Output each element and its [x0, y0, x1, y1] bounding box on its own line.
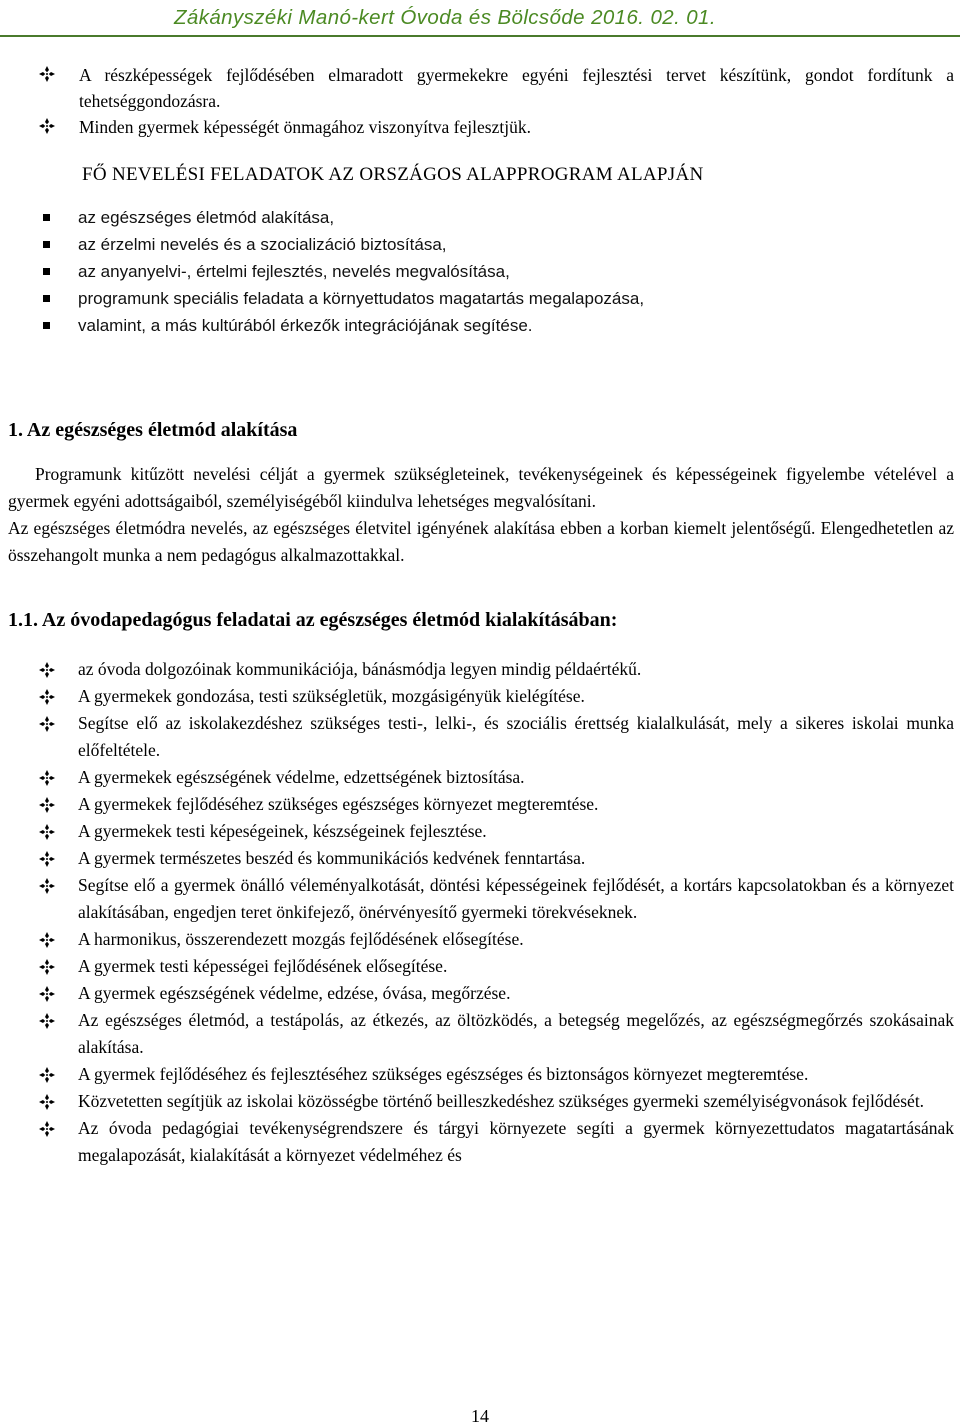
- diamond-bullet-icon: [39, 1121, 55, 1137]
- diamond-bullet-icon: [39, 1013, 55, 1029]
- intro-list: [8, 62, 954, 140]
- list-item: valamint, a más kultúrából érkezők integrációjának segítése.: [8, 312, 954, 339]
- diamond-bullet-icon: [39, 959, 55, 975]
- main-tasks-list: [8, 204, 954, 339]
- list-item: Segítse elő a gyermek önálló véleményalkotását, döntési képességeinek fejlődését, a kortárs kapcsolatokban és a környezet alakításában, engedjen teret önkifejező, önérvényesítő gyermeki törekvéseknek.: [8, 872, 954, 926]
- list-item: A gyermek egészségének védelme, edzése, óvása, megőrzése.: [8, 980, 954, 1007]
- diamond-bullet-icon: [39, 878, 55, 894]
- section-1-1-heading: 1.1. Az óvodapedagógus feladatai az egészséges életmód kialakításában:: [8, 609, 618, 631]
- diamond-bullet-icon: [39, 716, 55, 732]
- square-bullet-icon: [43, 295, 50, 302]
- square-bullet-icon: [43, 268, 50, 275]
- section-1-paragraph-1: Programunk kitűzött nevelési célját a gyermek szükségleteinek, tevékenységeinek és képességeinek figyelembe vételével a gyermek egyéni adottságaiból, személyiségéből kiindulva lehetséges megvalósítani.: [8, 464, 954, 511]
- list-item: A gyermek testi képességei fejlődésének elősegítése.: [8, 953, 954, 980]
- diamond-bullet-icon: [39, 689, 55, 705]
- diamond-bullet-icon: [39, 770, 55, 786]
- section-1-heading: 1. Az egészséges életmód alakítása: [8, 419, 298, 441]
- list-item: A gyermekek testi képeségeinek, készségeinek fejlesztése.: [8, 818, 954, 845]
- list-item: A gyermek fejlődéséhez és fejlesztéséhez szükséges egészséges és biztonságos környezet megteremtése.: [8, 1061, 954, 1088]
- header-title: Zákányszéki Manó-kert Óvoda és Bölcsőde 2016. 02. 01.: [174, 6, 716, 29]
- diamond-bullet-icon: [39, 118, 55, 134]
- list-item: A gyermekek egészségének védelme, edzettségének biztosítása.: [8, 764, 954, 791]
- list-item: A gyermekek fejlődéséhez szükséges egészséges környezet megteremtése.: [8, 791, 954, 818]
- list-item: az óvoda dolgozóinak kommunikációja, bánásmódja legyen mindig példaértékű.: [8, 656, 954, 683]
- list-item: Segítse elő az iskolakezdéshez szükséges testi-, lelki-, és szociális érettség kialalkulását, mely a sikeres iskolai munka előfeltétele.: [8, 710, 954, 764]
- document-body: [8, 62, 954, 1169]
- list-item: A gyermekek gondozása, testi szükségletük, mozgásigényük kielégítése.: [8, 683, 954, 710]
- diamond-bullet-icon: [39, 851, 55, 867]
- square-bullet-icon: [43, 322, 50, 329]
- list-item: Közvetetten segítjük az iskolai közösségbe történő beilleszkedéshez szükséges gyermeki személyiségvonások fejlődését.: [8, 1088, 954, 1115]
- diamond-bullet-icon: [39, 1067, 55, 1083]
- list-item: A részképességek fejlődésében elmaradott gyermekekre egyéni fejlesztési tervet készítünk, gondot fordítunk a tehetséggondozásra.: [8, 62, 954, 114]
- square-bullet-icon: [43, 241, 50, 248]
- diamond-bullet-icon: [39, 932, 55, 948]
- page-header: [0, 3, 960, 37]
- list-item: Minden gyermek képességét önmagához viszonyítva fejlesztjük.: [8, 114, 954, 140]
- diamond-bullet-icon: [39, 1094, 55, 1110]
- list-item: az anyanyelvi-, értelmi fejlesztés, nevelés megvalósítása,: [8, 258, 954, 285]
- diamond-bullet-icon: [39, 66, 55, 82]
- list-item: programunk speciális feladata a környettudatos magatartás megalapozása,: [8, 285, 954, 312]
- section-1-paragraph-2: Az egészséges életmódra nevelés, az egészséges életvitel igényének alakítása ebben a korban kiemelt jelentőségű. Elengedhetetlen az összehangolt munka a nem pedagógus alkalmazottakkal.: [8, 518, 954, 565]
- teacher-tasks-list: [8, 656, 954, 1169]
- list-item: A harmonikus, összerendezett mozgás fejlődésének elősegítése.: [8, 926, 954, 953]
- diamond-bullet-icon: [39, 797, 55, 813]
- page-number: 14: [471, 1406, 489, 1426]
- list-item: Az egészséges életmód, a testápolás, az étkezés, az öltözködés, a betegség megelőzés, az egészségmegőrzés szokásainak alakítása.: [8, 1007, 954, 1061]
- square-bullet-icon: [43, 214, 50, 221]
- list-item: az egészséges életmód alakítása,: [8, 204, 954, 231]
- main-tasks-heading: FŐ NEVELÉSI FELADATOK AZ ORSZÁGOS ALAPPROGRAM ALAPJÁN: [82, 164, 704, 185]
- diamond-bullet-icon: [39, 824, 55, 840]
- list-item: az érzelmi nevelés és a szocializáció biztosítása,: [8, 231, 954, 258]
- list-item: Az óvoda pedagógiai tevékenységrendszere és tárgyi környezete segíti a gyermek környezettudatos magatartásának megalapozását, kialakítását a környezet védelméhez és: [8, 1115, 954, 1169]
- list-item: A gyermek természetes beszéd és kommunikációs kedvének fenntartása.: [8, 845, 954, 872]
- diamond-bullet-icon: [39, 986, 55, 1002]
- diamond-bullet-icon: [39, 662, 55, 678]
